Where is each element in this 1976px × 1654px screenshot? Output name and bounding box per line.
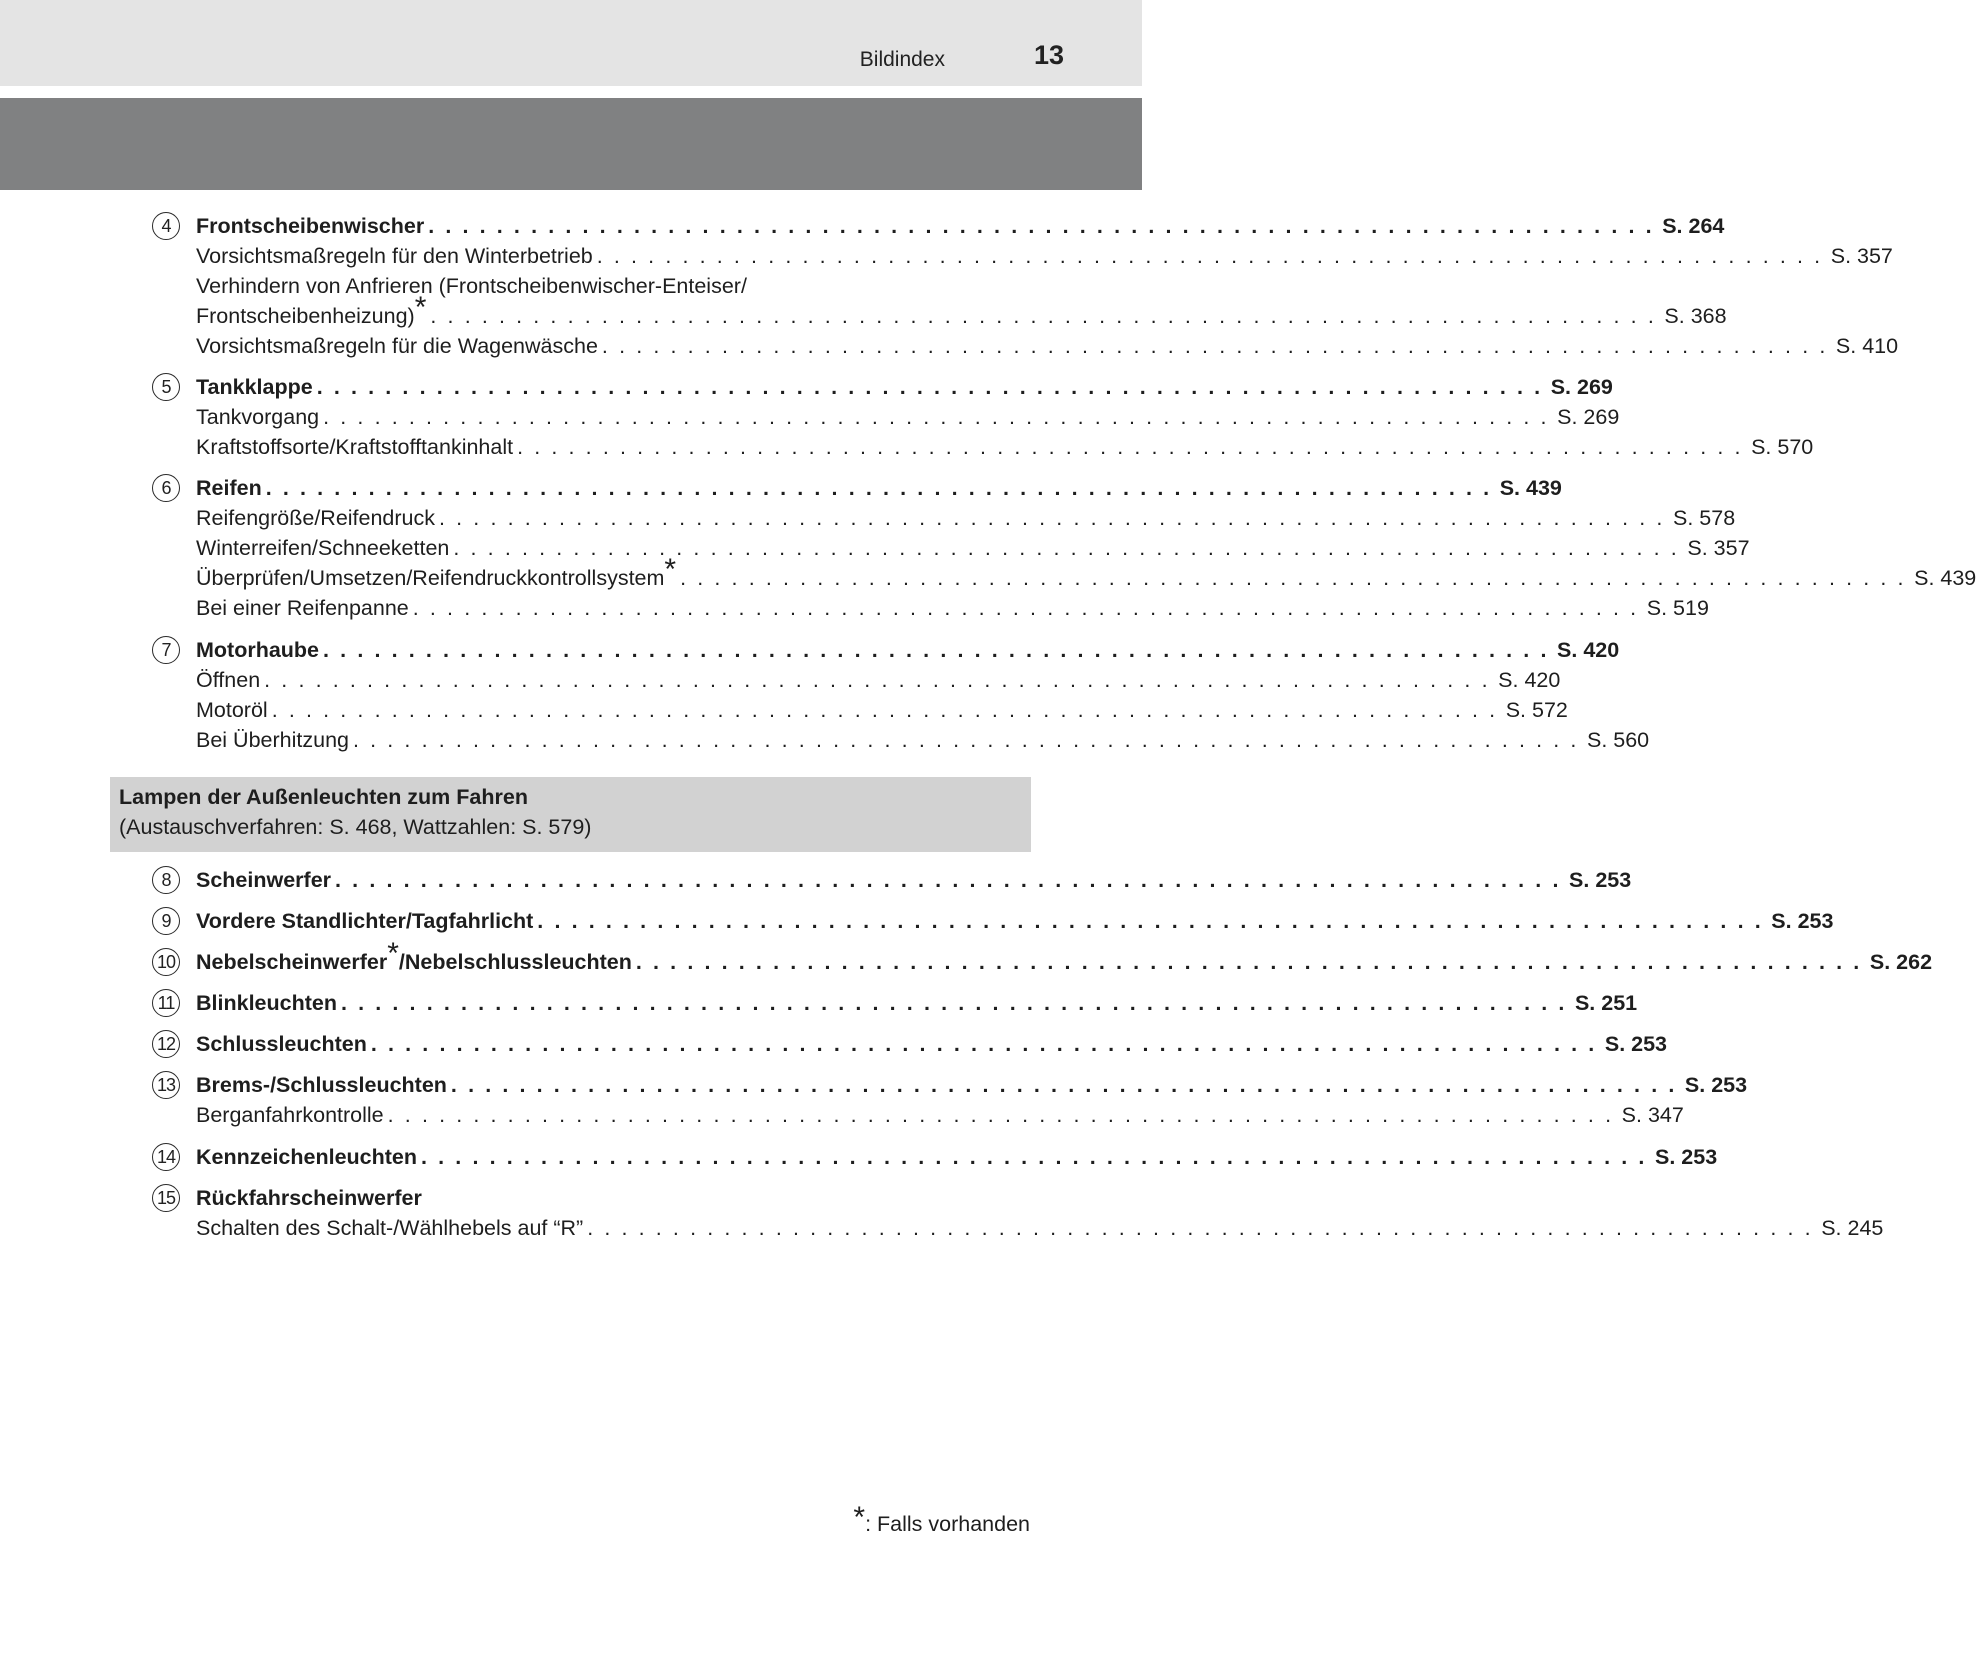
dot-leader: . . . . . . . . . . . . . . . . . . . . . . . . . . . . . . . . . . . . . . . . . . . . . . . . . . . . . . . . . . . . . . . . . . . . . . . .	[323, 405, 1550, 429]
entry-text: Scheinwerfer	[196, 868, 332, 892]
section-heading-box	[110, 777, 1031, 852]
footnote-star: *	[853, 1501, 866, 1534]
entry-text: Verhindern von Anfrieren (Frontscheibenwischer-Enteiser/	[196, 274, 747, 298]
dot-leader: . . . . . . . . . . . . . . . . . . . . . . . . . . . . . . . . . . . . . . . . . . . . . . . . . . . . . . . . . . . . . . . . . . . . . . . .	[352, 728, 1579, 752]
page-reference: S. 572	[1505, 698, 1568, 722]
dot-leader: . . . . . . . . . . . . . . . . . . . . . . . . . . . . . . . . . . . . . . . . . . . . . . . . . . . . . . . . . . . . . . . . . . . . . . . .	[387, 1103, 1614, 1127]
entry-text: Tankklappe	[196, 375, 313, 399]
entry-text: Frontscheibenwischer	[196, 214, 425, 238]
entry-title	[196, 533, 453, 563]
page-reference: S. 410	[1835, 334, 1899, 358]
optional-marker: *	[664, 553, 677, 586]
index-entry	[196, 503, 1736, 533]
entry-text: Rückfahrscheinwerfer	[196, 1186, 422, 1210]
section-subtitle: (Austauschverfahren: S. 468, Wattzahlen: S. 579)	[119, 815, 592, 839]
item-number-5: 5	[152, 373, 180, 401]
page-reference: S. 357	[1830, 244, 1893, 268]
index-entry	[196, 906, 1834, 936]
dot-leader: . . . . . . . . . . . . . . . . . . . . . . . . . . . . . . . . . . . . . . . . . . . . . . . . . . . . . . . . . . . . . . . . . . . . . . . .	[323, 638, 1550, 662]
section-title: Lampen der Außenleuchten zum Fahren	[119, 785, 528, 809]
entry-title	[196, 988, 341, 1018]
page-number: 13	[1034, 40, 1065, 70]
dot-leader: . . . . . . . . . . . . . . . . . . . . . . . . . . . . . . . . . . . . . . . . . . . . . . . . . . . . . . . . . . . . . . . . . . . . . . . .	[265, 476, 1492, 500]
page-reference: S. 439	[1914, 566, 1976, 590]
dot-leader: . . . . . . . . . . . . . . . . . . . . . . . . . . . . . . . . . . . . . . . . . . . . . . . . . . . . . . . . . . . . . . . . . . . . . . . .	[601, 334, 1828, 358]
entry-title	[196, 695, 272, 725]
index-entry	[196, 473, 1562, 503]
index-entry	[196, 1142, 1718, 1172]
item-number-4: 4	[152, 212, 180, 240]
header-divider-band	[0, 98, 1142, 190]
item-number-15: 15	[152, 1184, 180, 1212]
item-number-6: 6	[152, 474, 180, 502]
entry-text: Öffnen	[196, 668, 261, 692]
index-entry	[196, 1213, 1884, 1243]
page-reference: S. 439	[1499, 476, 1562, 500]
entry-title	[196, 725, 353, 755]
entry-title	[196, 1213, 587, 1243]
page-reference: S. 253	[1684, 1073, 1748, 1097]
index-entry	[196, 372, 1613, 402]
footnote	[853, 1501, 1030, 1537]
index-entry	[196, 988, 1638, 1018]
dot-leader: . . . . . . . . . . . . . . . . . . . . . . . . . . . . . . . . . . . . . . . . . . . . . . . . . . . . . . . . . . . . . . . . . . . . . . . .	[596, 244, 1823, 268]
entry-title	[196, 473, 266, 503]
optional-marker: *	[387, 937, 399, 970]
entry-text: Schalten des Schalt-/Wählhebels auf “R”	[196, 1216, 584, 1240]
entry-title	[196, 274, 751, 298]
entry-text: Reifen	[196, 476, 262, 500]
index-entry	[196, 331, 1899, 361]
entry-text: Bei einer Reifenpanne	[196, 596, 409, 620]
entry-title	[196, 372, 317, 402]
entry-text: Kennzeichenleuchten	[196, 1145, 418, 1169]
index-entry	[196, 665, 1561, 695]
dot-leader: . . . . . . . . . . . . . . . . . . . . . . . . . . . . . . . . . . . . . . . . . . . . . . . . . . . . . . . . . . . . . . . . . . . . . . . .	[453, 536, 1680, 560]
entry-text: Vorsichtsmaßregeln für den Winterbetrieb	[196, 244, 593, 268]
dot-leader: . . . . . . . . . . . . . . . . . . . . . . . . . . . . . . . . . . . . . . . . . . . . . . . . . . . . . . . . . . . . . . . . . . . . . . . .	[428, 214, 1655, 238]
page-reference: S. 570	[1751, 435, 1814, 459]
dot-leader: . . . . . . . . . . . . . . . . . . . . . . . . . . . . . . . . . . . . . . . . . . . . . . . . . . . . . . . . . . . . . . . . . . . . . . . .	[370, 1032, 1597, 1056]
entry-text: Motorhaube	[196, 638, 320, 662]
page-reference: S. 269	[1550, 375, 1613, 399]
item-number-7: 7	[152, 636, 180, 664]
entry-text: Motoröl	[196, 698, 268, 722]
entry-title	[196, 291, 430, 331]
entry-title	[196, 865, 335, 895]
dot-leader: . . . . . . . . . . . . . . . . . . . . . . . . . . . . . . . . . . . . . . . . . . . . . . . . . . . . . . . . . . . . . . . . . . . . . . . .	[439, 506, 1666, 530]
item-number-11: 11	[152, 989, 180, 1017]
entry-title	[196, 906, 537, 936]
page-reference: S. 253	[1655, 1145, 1718, 1169]
dot-leader: . . . . . . . . . . . . . . . . . . . . . . . . . . . . . . . . . . . . . . . . . . . . . . . . . . . . . . . . . . . . . . . . . . . . . . . .	[537, 909, 1764, 933]
index-entry	[196, 725, 1650, 755]
entry-title	[196, 635, 323, 665]
page-reference: S. 357	[1687, 536, 1750, 560]
entry-title	[196, 402, 323, 432]
page-reference: S. 253	[1604, 1032, 1668, 1056]
dot-leader: . . . . . . . . . . . . . . . . . . . . . . . . . . . . . . . . . . . . . . . . . . . . . . . . . . . . . . . . . . . . . . . . . . . . . . . .	[412, 596, 1639, 620]
page-reference: S. 262	[1869, 950, 1933, 974]
item-number-14: 14	[152, 1143, 180, 1171]
entry-text: Schlussleuchten	[196, 1032, 367, 1056]
index-entry	[196, 695, 1568, 725]
index-entry	[196, 402, 1620, 432]
entry-title	[196, 331, 602, 361]
header-title: Bildindex	[859, 48, 945, 71]
index-entry	[196, 211, 1725, 241]
entry-title	[196, 593, 413, 623]
page-reference: S. 264	[1662, 214, 1725, 238]
entry-text: Überprüfen/Umsetzen/Reifendruckkontrollsystem	[196, 566, 665, 590]
index-entry	[196, 1183, 984, 1213]
page-reference: S. 269	[1557, 405, 1620, 429]
entry-text: Brems-/Schlussleuchten	[196, 1073, 447, 1097]
entry-title	[196, 241, 597, 271]
dot-leader: . . . . . . . . . . . . . . . . . . . . . . . . . . . . . . . . . . . . . . . . . . . . . . . . . . . . . . . . . . . . . . . . . . . . . . . .	[421, 1145, 1648, 1169]
item-number-8: 8	[152, 866, 180, 894]
entry-title	[196, 937, 636, 977]
dot-leader: . . . . . . . . . . . . . . . . . . . . . . . . . . . . . . . . . . . . . . . . . . . . . . . . . . . . . . . . . . . . . . . . . . . . . . . .	[517, 435, 1744, 459]
optional-marker: *	[414, 291, 427, 324]
entry-text: Berganfahrkontrolle	[196, 1103, 384, 1127]
entry-text: Vordere Standlichter/Tagfahrlicht	[196, 909, 534, 933]
dot-leader: . . . . . . . . . . . . . . . . . . . . . . . . . . . . . . . . . . . . . . . . . . . . . . . . . . . . . . . . . . . . . . . . . . . . . . . .	[316, 375, 1543, 399]
item-number-13: 13	[152, 1071, 180, 1099]
page-reference: S. 347	[1621, 1103, 1684, 1127]
page-reference: S. 519	[1646, 596, 1709, 620]
page-reference: S. 420	[1498, 668, 1561, 692]
entry-title	[196, 1100, 388, 1130]
index-entry	[196, 271, 984, 301]
index-entry	[196, 533, 1750, 563]
dot-leader: . . . . . . . . . . . . . . . . . . . . . . . . . . . . . . . . . . . . . . . . . . . . . . . . . . . . . . . . . . . . . . . . . . . . . . . .	[635, 950, 1862, 974]
header-band	[0, 0, 1142, 86]
index-entry	[196, 432, 1814, 462]
item-number-9: 9	[152, 907, 180, 935]
entry-text: Winterreifen/Schneeketten	[196, 536, 450, 560]
page-reference: S. 251	[1574, 991, 1638, 1015]
entry-title	[196, 503, 439, 533]
entry-text: Blinkleuchten	[196, 991, 337, 1015]
dot-leader: . . . . . . . . . . . . . . . . . . . . . . . . . . . . . . . . . . . . . . . . . . . . . . . . . . . . . . . . . . . . . . . . . . . . . . . .	[450, 1073, 1677, 1097]
entry-text-after: /Nebelschlussleuchten	[398, 950, 632, 974]
index-entry	[196, 1070, 1748, 1100]
entry-text: Frontscheibenheizung)	[196, 304, 415, 328]
index-entry	[196, 1100, 1684, 1130]
page-reference: S. 368	[1664, 304, 1727, 328]
item-number-12: 12	[152, 1030, 180, 1058]
footnote-text: : Falls vorhanden	[865, 1512, 1030, 1536]
entry-text: Tankvorgang	[196, 405, 320, 429]
page-reference: S. 253	[1569, 868, 1632, 892]
entry-title	[196, 432, 517, 462]
dot-leader: . . . . . . . . . . . . . . . . . . . . . . . . . . . . . . . . . . . . . . . . . . . . . . . . . . . . . . . . . . . . . . . . . . . . . . . .	[335, 868, 1562, 892]
entry-text: Bei Überhitzung	[196, 728, 349, 752]
dot-leader: . . . . . . . . . . . . . . . . . . . . . . . . . . . . . . . . . . . . . . . . . . . . . . . . . . . . . . . . . . . . . . . . . . . . . . . .	[680, 566, 1907, 590]
index-entry	[196, 291, 1727, 331]
index-entry	[196, 593, 1709, 623]
dot-leader: . . . . . . . . . . . . . . . . . . . . . . . . . . . . . . . . . . . . . . . . . . . . . . . . . . . . . . . . . . . . . . . . . . . . . . . .	[271, 698, 1498, 722]
entry-title	[196, 553, 680, 593]
entry-title	[196, 665, 264, 695]
dot-leader: . . . . . . . . . . . . . . . . . . . . . . . . . . . . . . . . . . . . . . . . . . . . . . . . . . . . . . . . . . . . . . . . . . . . . . . .	[587, 1216, 1814, 1240]
entry-text: Nebelscheinwerfer	[196, 950, 388, 974]
entry-title	[196, 1186, 426, 1210]
page-reference: S. 245	[1821, 1216, 1884, 1240]
entry-title	[196, 1142, 421, 1172]
index-entry	[196, 937, 1933, 977]
page-reference: S. 560	[1586, 728, 1650, 752]
entry-text: Kraftstoffsorte/Kraftstofftankinhalt	[196, 435, 514, 459]
dot-leader: . . . . . . . . . . . . . . . . . . . . . . . . . . . . . . . . . . . . . . . . . . . . . . . . . . . . . . . . . . . . . . . . . . . . . . . .	[264, 668, 1491, 692]
page-reference: S. 253	[1771, 909, 1834, 933]
index-entry	[196, 865, 1632, 895]
dot-leader: . . . . . . . . . . . . . . . . . . . . . . . . . . . . . . . . . . . . . . . . . . . . . . . . . . . . . . . . . . . . . . . . . . . . . . . .	[430, 304, 1657, 328]
index-entry	[196, 635, 1620, 665]
page-reference: S. 578	[1673, 506, 1736, 530]
index-entry	[196, 1029, 1668, 1059]
entry-title	[196, 1029, 371, 1059]
entry-title	[196, 1070, 451, 1100]
entry-title	[196, 211, 428, 241]
item-number-10: 10	[152, 948, 180, 976]
index-entry	[196, 241, 1893, 271]
index-entry	[196, 553, 1976, 593]
page-reference: S. 420	[1557, 638, 1620, 662]
dot-leader: . . . . . . . . . . . . . . . . . . . . . . . . . . . . . . . . . . . . . . . . . . . . . . . . . . . . . . . . . . . . . . . . . . . . . . . .	[340, 991, 1567, 1015]
entry-text: Reifengröße/Reifendruck	[196, 506, 436, 530]
entry-text: Vorsichtsmaßregeln für die Wagenwäsche	[196, 334, 598, 358]
